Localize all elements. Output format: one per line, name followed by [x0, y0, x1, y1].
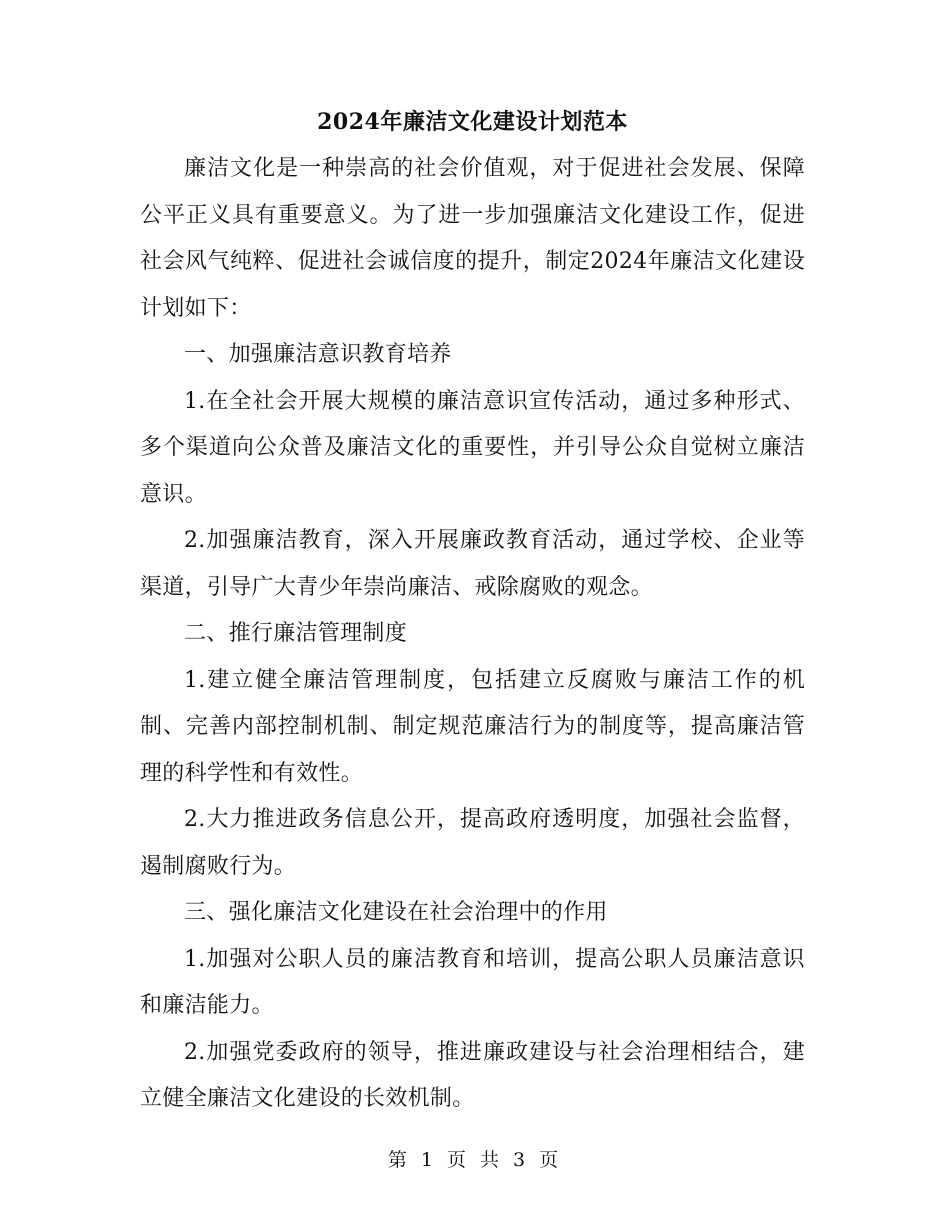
paragraph-intro: 廉洁文化是一种崇高的社会价值观，对于促进社会发展、保障公平正义具有重要意义。为了进一步加强廉洁文化建设工作，促进社会风气纯粹、促进社会诚信度的提升，制定2024年廉洁文化建设计划如下： [140, 156, 805, 321]
paragraph-2-1: 1.建立健全廉洁管理制度，包括建立反腐败与廉洁工作的机制、完善内部控制机制、制定规范廉洁行为的制度等，提高廉洁管理的科学性和有效性。 [140, 667, 805, 786]
section-heading-1: 一、加强廉洁意识教育培养 [184, 342, 452, 367]
page-number-footer: 第 1 页 共 3 页 [387, 1149, 563, 1171]
paragraph-1-2: 2.加强廉洁教育，深入开展廉政教育活动，通过学校、企业等渠道，引导广大青少年崇尚廉洁、戒除腐败的观念。 [140, 528, 805, 600]
paragraph-3-1: 1.加强对公职人员的廉洁教育和培训，提高公职人员廉洁意识和廉洁能力。 [140, 946, 805, 1018]
section-heading-3: 三、强化廉洁文化建设在社会治理中的作用 [184, 900, 608, 925]
section-heading-2: 二、推行廉洁管理制度 [184, 621, 408, 646]
document-title: 2024年廉洁文化建设计划范本 [317, 109, 628, 135]
paragraph-1-1: 1.在全社会开展大规模的廉洁意识宣传活动，通过多种形式、多个渠道向公众普及廉洁文化的重要性，并引导公众自觉树立廉洁意识。 [140, 388, 805, 507]
document-body [140, 100, 805, 1123]
paragraph-3-2: 2.加强党委政府的领导，推进廉政建设与社会治理相结合，建立健全廉洁文化建设的长效机制。 [140, 1039, 805, 1111]
paragraph-2-2: 2.大力推进政务信息公开，提高政府透明度，加强社会监督，遏制腐败行为。 [140, 807, 805, 879]
